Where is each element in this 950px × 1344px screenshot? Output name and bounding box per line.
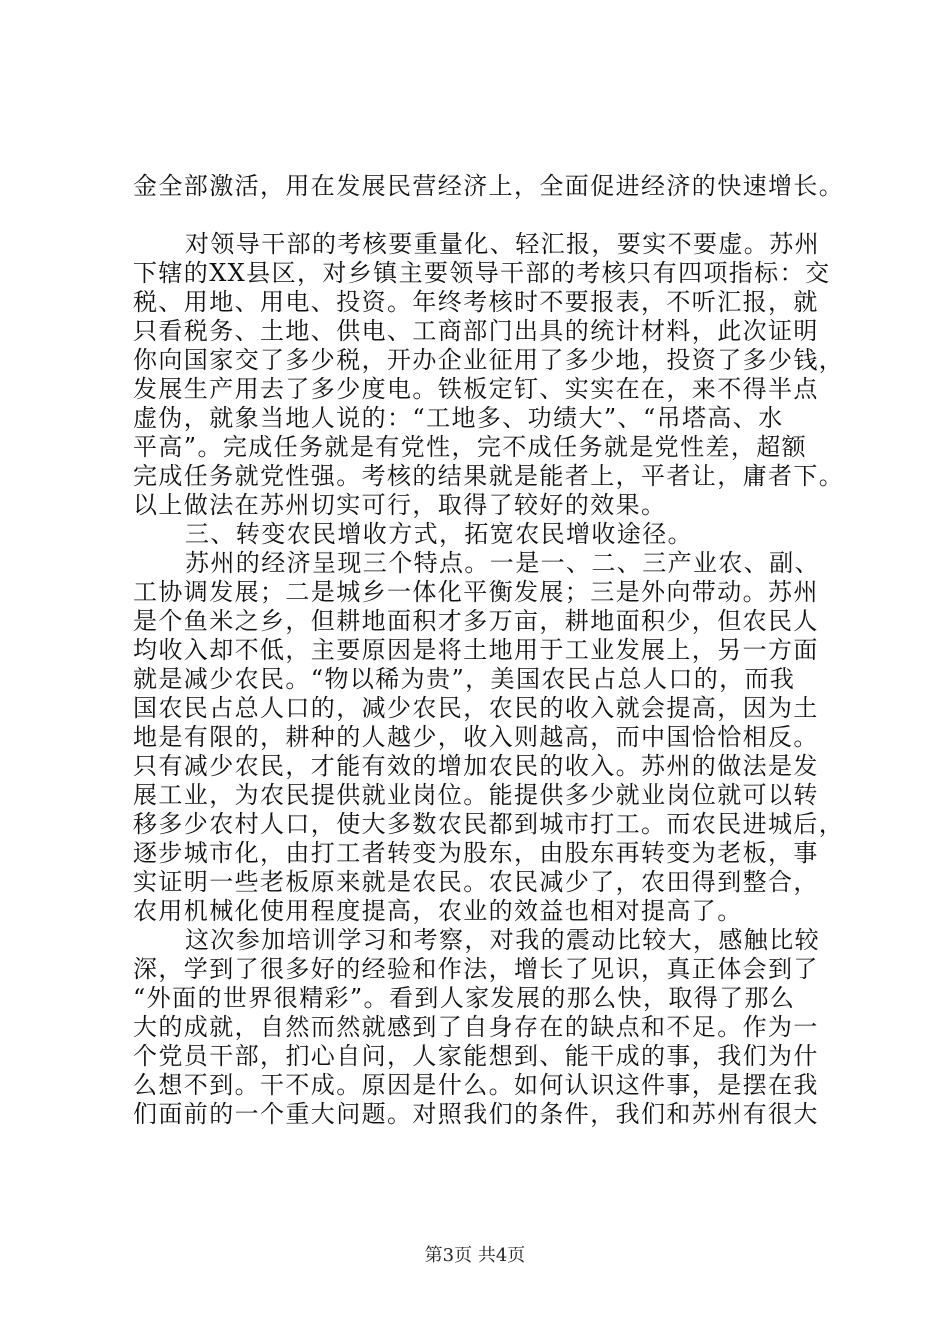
text-line: 下辖的XX县区，对乡镇主要领导干部的考核只有四项指标：交 (133, 259, 831, 287)
text-line: 金全部激活，用在发展民营经济上，全面促进经济的快速增长。 (133, 172, 845, 200)
text-line: 逐步城市化，由打工者转变为股东，由股东再转变为老板，事 (133, 839, 819, 867)
text-line: 完成任务就党性强。考核的结果就是能者上，平者让，庸者下。 (133, 462, 845, 490)
text-line: 只看税务、土地、供电、工商部门出具的统计材料，此次证明 (133, 317, 819, 345)
text-line: 只有减少农民，才能有效的增加农民的收入。苏州的做法是发 (133, 752, 819, 780)
text-line: 个党员干部，扪心自问，人家能想到、能干成的事，我们为什 (133, 1042, 819, 1070)
text-line: 展工业，为农民提供就业岗位。能提供多少就业岗位就可以转 (133, 781, 819, 809)
text-line: 深，学到了很多好的经验和作法，增长了见识，真正体会到了 (133, 955, 819, 983)
text-line: 大的成就，自然而然就感到了自身存在的缺点和不足。作为一 (133, 1013, 819, 1041)
page-footer: 第3页 共4页 (424, 1245, 526, 1266)
text-line: 虚伪，就象当地人说的：“工地多、功绩大”、“吊塔高、水 (133, 404, 784, 432)
text-line: 就是减少农民。“物以稀为贵”，美国农民占总人口的，而我 (133, 665, 796, 693)
document-body (133, 172, 845, 1129)
text-line: 地是有限的，耕种的人越少，收入则越高，而中国恰恰相反。 (133, 723, 819, 751)
paragraph-start-line: 苏州的经济呈现三个特点。一是一、二、三产业农、副、 (185, 549, 820, 577)
text-line: 以上做法在苏州切实可行，取得了较好的效果。 (133, 491, 667, 519)
section-heading: 三、转变农民增收方式，拓宽农民增收途径。 (185, 520, 693, 548)
text-line: 们面前的一个重大问题。对照我们的条件，我们和苏州有很大 (133, 1100, 819, 1128)
text-line: 发展生产用去了多少度电。铁板定钉、实实在在，来不得半点 (133, 375, 819, 403)
text-line: 均收入却不低，主要原因是将土地用于工业发展上，另一方面 (133, 636, 819, 664)
text-line: 移多少农村人口，使大多数农民都到城市打工。而农民进城后， (133, 810, 845, 838)
text-line: 工协调发展；二是城乡一体化平衡发展；三是外向带动。苏州 (133, 578, 819, 606)
text-line: 税、用地、用电、投资。年终考核时不要报表，不听汇报，就 (133, 288, 819, 316)
text-line: 农用机械化使用程度提高，农业的效益也相对提高了。 (133, 897, 743, 925)
text-line: 平高”。完成任务就是有党性，完不成任务就是党性差，超额 (133, 433, 808, 461)
paragraph-start-line: 这次参加培训学习和考察，对我的震动比较大，感触比较 (185, 926, 820, 954)
text-line: 你向国家交了多少税，开办企业征用了多少地，投资了多少钱， (133, 346, 845, 374)
paragraph-start-line: 对领导干部的考核要重量化、轻汇报，要实不要虚。苏州 (185, 230, 820, 258)
text-line: 实证明一些老板原来就是农民。农民减少了，农田得到整合， (133, 868, 819, 896)
text-line: 国农民占总人口的，减少农民，农民的收入就会提高，因为土 (133, 694, 819, 722)
text-line: 么想不到。干不成。原因是什么。如何认识这件事，是摆在我 (133, 1071, 819, 1099)
text-line: 是个鱼米之乡，但耕地面积才多万亩，耕地面积少，但农民人 (133, 607, 819, 635)
text-line: “外面的世界很精彩”。看到人家发展的那么快，取得了那么 (133, 984, 796, 1012)
